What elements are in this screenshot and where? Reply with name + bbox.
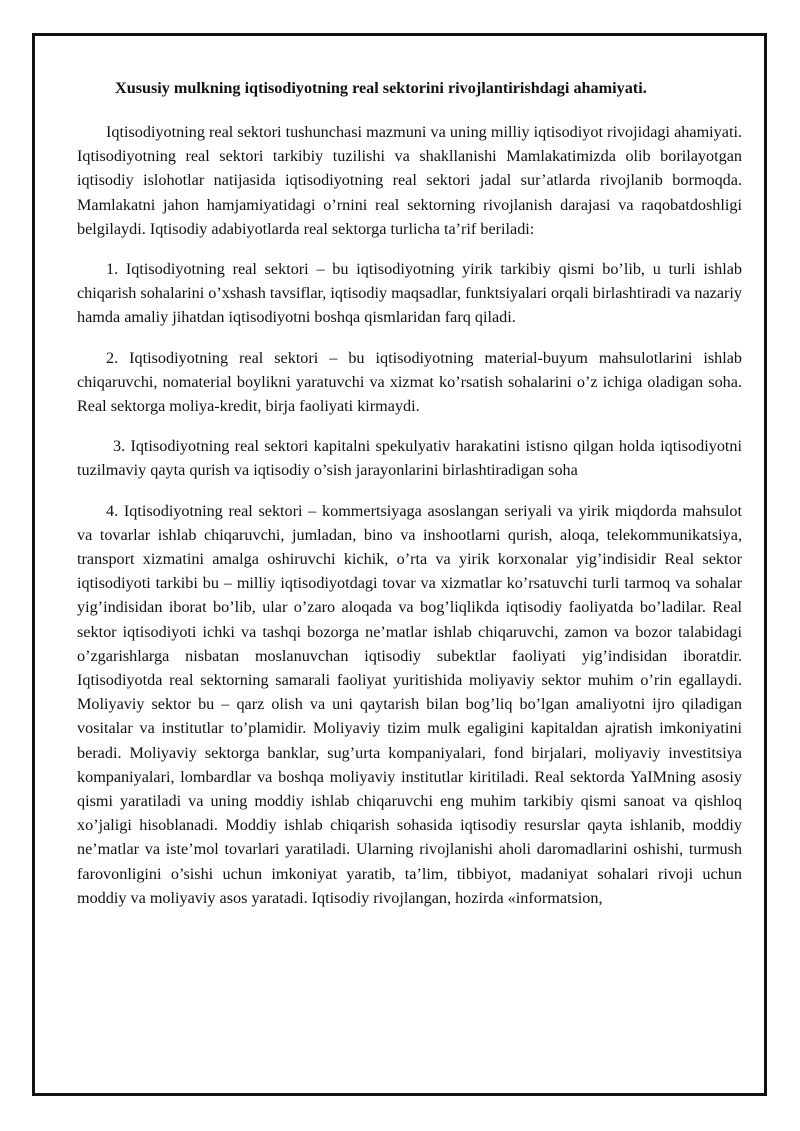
document-body — [77, 76, 742, 910]
document-title: Xususiy mulkning iqtisodiyotning real sektorini rivojlantirishdagi ahamiyati. — [115, 79, 647, 97]
paragraph-definition-1: 1. Iqtisodiyotning real sektori – bu iqtisodiyotning yirik tarkibiy qismi bo’lib, u turli ishlab chiqarish sohalarini o’xshash tavsiflar, iqtisodiy maqsadlar, funktsiyalari orqali birlashtiradi va nazariy hamda amaliy jihatdan iqtisodiyotni boshqa qismlaridan farq qiladi. — [77, 260, 742, 327]
paragraph-definition-4: 4. Iqtisodiyotning real sektori – kommertsiyaga asoslangan seriyali va yirik miqdorda mahsulot va tovarlar ishlab chiqaruvchi, jumladan, bino va inshootlarni qurish, aloqa, telekommunikatsiya, transport xizmatini amalga oshiruvchi kichik, o’rta va yirik korxonalar yig’indisidir Real sektor iqtisodiyoti tarkibi bu – milliy iqtisodiyotdagi tovar va xizmatlar ko’rsatuvchi turli tarmoq va sohalar yig’indisidan iborat bo’lib, ular o’zaro aloqada va bog’liqlikda iqtisodiy faoliyatda bo’ladilar. Real sektor iqtisodiyoti ichki va tashqi bozorga ne’matlar ishlab chiqaruvchi, zamon va bozor talabidagi o’zgarishlarga nisbatan moslanuvchan iqtisodiy subektlar faoliyati yig’indisidan iboratdir. Iqtisodiyotda real sektorning samarali faoliyat yuritishida moliyaviy sektor muhim o’rin egallaydi. Moliyaviy sektor bu – qarz olish va uni qaytarish bilan bog’liq bo’lgan amaliyotni ijro qiladigan vositalar va institutlar to’plamidir. Moliyaviy tizim mulk egaligini kapitaldan ajratish imkoniyatini beradi. Moliyaviy sektorga banklar, sug’urta kompaniyalari, fond birjalari, moliyaviy investitsiya kompaniyalari, lombardlar va boshqa moliyaviy institutlar kiritiladi. Real sektorda YaIMning asosiy qismi yaratiladi va uning moddiy ishlab chiqaruvchi eng muhim tarkibiy qismi sanoat va qishloq xo’jaligi hisoblanadi. Moddiy ishlab chiqarish sohasida iqtisodiy resurslar qayta ishlanib, moddiy ne’matlar va iste’mol tovarlari yaratiladi. Ularning rivojlanishi aholi daromadlarini oshishi, turmush farovonligini o’sishi uchun imkoniyat yaratib, ta’lim, tibbiyot, madaniyat sohalari rivoji uchun moddiy va moliyaviy asos yaratadi. Iqtisodiy rivojlangan, hozirda «informatsion, — [77, 501, 742, 907]
paragraph-definition-2: 2. Iqtisodiyotning real sektori – bu iqtisodiyotning material-buyum mahsulotlarini ishlab chiqaruvchi, nomaterial boylikni yaratuvchi va xizmat ko’rsatish sohalarini o’z ichiga oladigan soha. Real sektorga moliya-kredit, birja faoliyati kirmaydi. — [77, 348, 742, 416]
paragraph-definition-3: 3. Iqtisodiyotning real sektori kapitalni spekulyativ harakatini istisno qilgan holda iqtisodiyotni tuzilmaviy qayta qurish va iqtisodiy o’sish jarayonlarini birlashtiradigan soha — [77, 437, 742, 480]
paragraph-intro: Iqtisodiyotning real sektori tushunchasi mazmuni va uning milliy iqtisodiyot rivojidagi ahamiyati. Iqtisodiyotning real sektori tarkibiy tuzilishi va shakllanishi Mamlakatimizda olib borilayotgan iqtisodiy islohotlar natijasida iqtisodiyotning real sektori jadal sur’atlarda rivojlanib bormoqda. Mamlakatni jahon hamjamiyatidagi o’rnini real sektorning rivojlanish darajasi va raqobatdoshligi belgilaydi. Iqtisodiy adabiyotlarda real sektorga turlicha ta’rif beriladi: — [77, 123, 742, 238]
